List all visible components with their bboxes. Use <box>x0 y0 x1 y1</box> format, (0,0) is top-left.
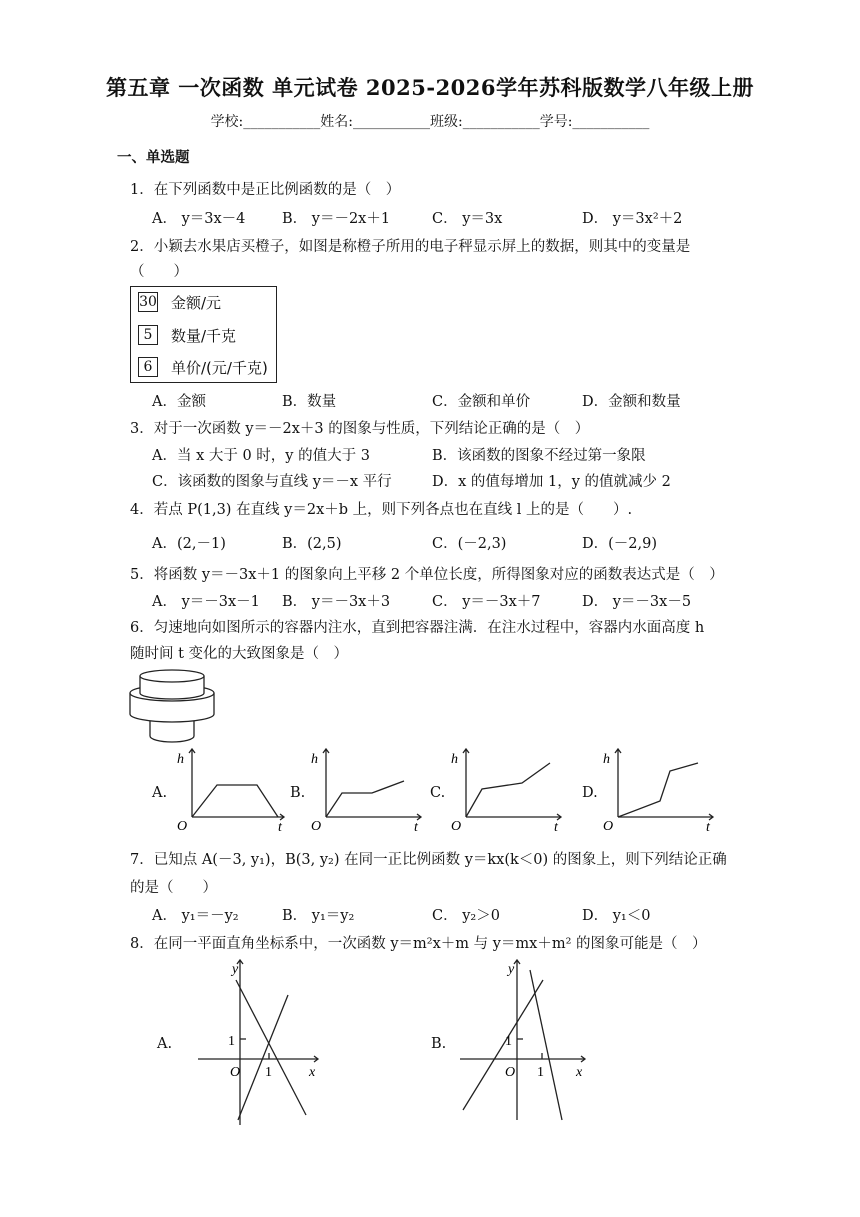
q5-option-c: C． y＝－3x＋7 <box>432 594 541 610</box>
axis-label-origin: O <box>230 1065 241 1080</box>
tick-label-1: 1 <box>265 1065 272 1080</box>
question-6-stem: 6．匀速地向如图所示的容器内注水，直到把容器注满．在注水过程中，容器内水面高度 h <box>130 620 705 636</box>
q3-option-d: D．x 的值每增加 1，y 的值就减少 2 <box>432 474 671 490</box>
q7-option-a: A． y₁＝－y₂ <box>152 908 239 924</box>
axis-label-origin: O <box>177 819 188 833</box>
axis-label-h: h <box>451 752 458 767</box>
q4-option-c: C．(－2,3) <box>432 536 507 552</box>
scale-label-amount: 金额/元 <box>171 294 222 312</box>
q7-option-c: C． y₂＞0 <box>432 908 500 924</box>
q7-option-b: B． y₁＝y₂ <box>282 908 355 924</box>
q6-graph-c <box>446 745 568 833</box>
q6-option-c: C. <box>430 785 446 801</box>
q6-option-a: A. <box>152 785 168 801</box>
question-3-stem: 3．对于一次函数 y＝－2x＋3 的图象与性质，下列结论正确的是（ ） <box>130 421 590 437</box>
q6-graph-b <box>306 745 428 833</box>
question-5-stem: 5．将函数 y＝－3x＋1 的图象向上平移 2 个单位长度，所得图象对应的函数表达式是（ ） <box>130 567 724 583</box>
q2-option-b: B．数量 <box>282 394 337 410</box>
q3-option-b: B．该函数的图象不经过第一象限 <box>432 448 646 464</box>
q5-option-b: B． y＝－3x＋3 <box>282 594 391 610</box>
q6-option-b: B. <box>290 785 306 801</box>
q5-option-a: A． y＝－3x－1 <box>152 594 260 610</box>
q8-graph-a <box>188 955 328 1130</box>
scale-label-price: 单价/(元/千克) <box>171 359 268 377</box>
container-figure <box>125 668 215 746</box>
axis-label-origin: O <box>451 819 462 833</box>
tick-label-1: 1 <box>537 1065 544 1080</box>
question-7-stem-cont: 的是（ ） <box>130 880 217 896</box>
axis-label-origin: O <box>603 819 614 833</box>
scale-digit-amount: 30 <box>139 294 157 310</box>
q6-option-d: D. <box>582 785 598 801</box>
question-1-stem: 1．在下列函数中是正比例函数的是（ ） <box>130 182 401 198</box>
axis-label-t: t <box>554 820 558 833</box>
q5-option-d: D． y＝－3x－5 <box>582 594 692 610</box>
axis-label-x: x <box>576 1065 583 1080</box>
q2-option-a: A．金额 <box>152 394 206 410</box>
scale-digit-price: 6 <box>138 357 158 377</box>
axis-label-t: t <box>414 820 418 833</box>
axis-label-origin: O <box>311 819 322 833</box>
axis-label-origin: O <box>505 1065 516 1080</box>
section-heading: 一、单选题 <box>117 149 190 166</box>
axis-label-y: y <box>232 962 239 977</box>
q7-option-d: D． y₁＜0 <box>582 908 651 924</box>
tick-label-1: 1 <box>228 1034 235 1049</box>
q4-option-a: A．(2,－1) <box>152 536 226 552</box>
q6-graph-a <box>172 745 292 833</box>
q2-option-c: C．金额和单价 <box>432 394 531 410</box>
scale-label-quantity: 数量/千克 <box>171 327 237 345</box>
axis-label-x: x <box>309 1065 316 1080</box>
axis-label-h: h <box>177 752 184 767</box>
question-8-stem: 8．在同一平面直角坐标系中，一次函数 y＝m²x＋m 与 y＝mx＋m² 的图象可能是（ ） <box>130 936 707 952</box>
student-info-line: 学校:___________姓名:___________班级:___________学号:___________ <box>210 114 650 130</box>
q6-graph-d <box>598 745 720 833</box>
q1-option-d: D． y＝3x²＋2 <box>582 211 683 227</box>
tick-label-1: 1 <box>505 1034 512 1049</box>
q1-option-c: C． y＝3x <box>432 211 503 227</box>
q8-option-b: B. <box>431 1036 447 1052</box>
q4-option-d: D．(－2,9) <box>582 536 657 552</box>
q4-option-b: B．(2,5) <box>282 536 342 552</box>
axis-label-h: h <box>311 752 318 767</box>
q1-option-b: B． y＝－2x＋1 <box>282 211 391 227</box>
q8-graph-b <box>455 955 595 1130</box>
scale-digit-quantity: 5 <box>138 325 158 345</box>
question-2-stem: 2．小颖去水果店买橙子，如图是称橙子所用的电子秤显示屏上的数据，则其中的变量是 <box>130 239 691 255</box>
axis-label-t: t <box>706 820 710 833</box>
question-7-stem: 7．已知点 A(－3, y₁)，B(3, y₂) 在同一正比例函数 y＝kx(k＜0) 的图象上，则下列结论正确 <box>130 852 727 868</box>
q8-option-a: A. <box>157 1036 173 1052</box>
question-2-stem-cont: （ ） <box>130 264 188 280</box>
q3-option-c: C．该函数的图象与直线 y＝－x 平行 <box>152 474 392 490</box>
q2-option-d: D．金额和数量 <box>582 394 681 410</box>
axis-label-y: y <box>508 962 515 977</box>
q3-option-a: A．当 x 大于 0 时，y 的值大于 3 <box>152 448 370 464</box>
axis-label-t: t <box>278 820 282 833</box>
question-4-stem: 4．若点 P(1,3) 在直线 y＝2x＋b 上，则下列各点也在直线 l 上的是（ ）. <box>130 502 633 518</box>
page-title: 第五章 一次函数 单元试卷 2025-2026学年苏科版数学八年级上册 <box>105 75 755 100</box>
scale-display <box>130 286 277 383</box>
question-6-stem-cont: 随时间 t 变化的大致图象是（ ） <box>130 646 349 662</box>
q1-option-a: A． y＝3x－4 <box>152 211 246 227</box>
axis-label-h: h <box>603 752 610 767</box>
